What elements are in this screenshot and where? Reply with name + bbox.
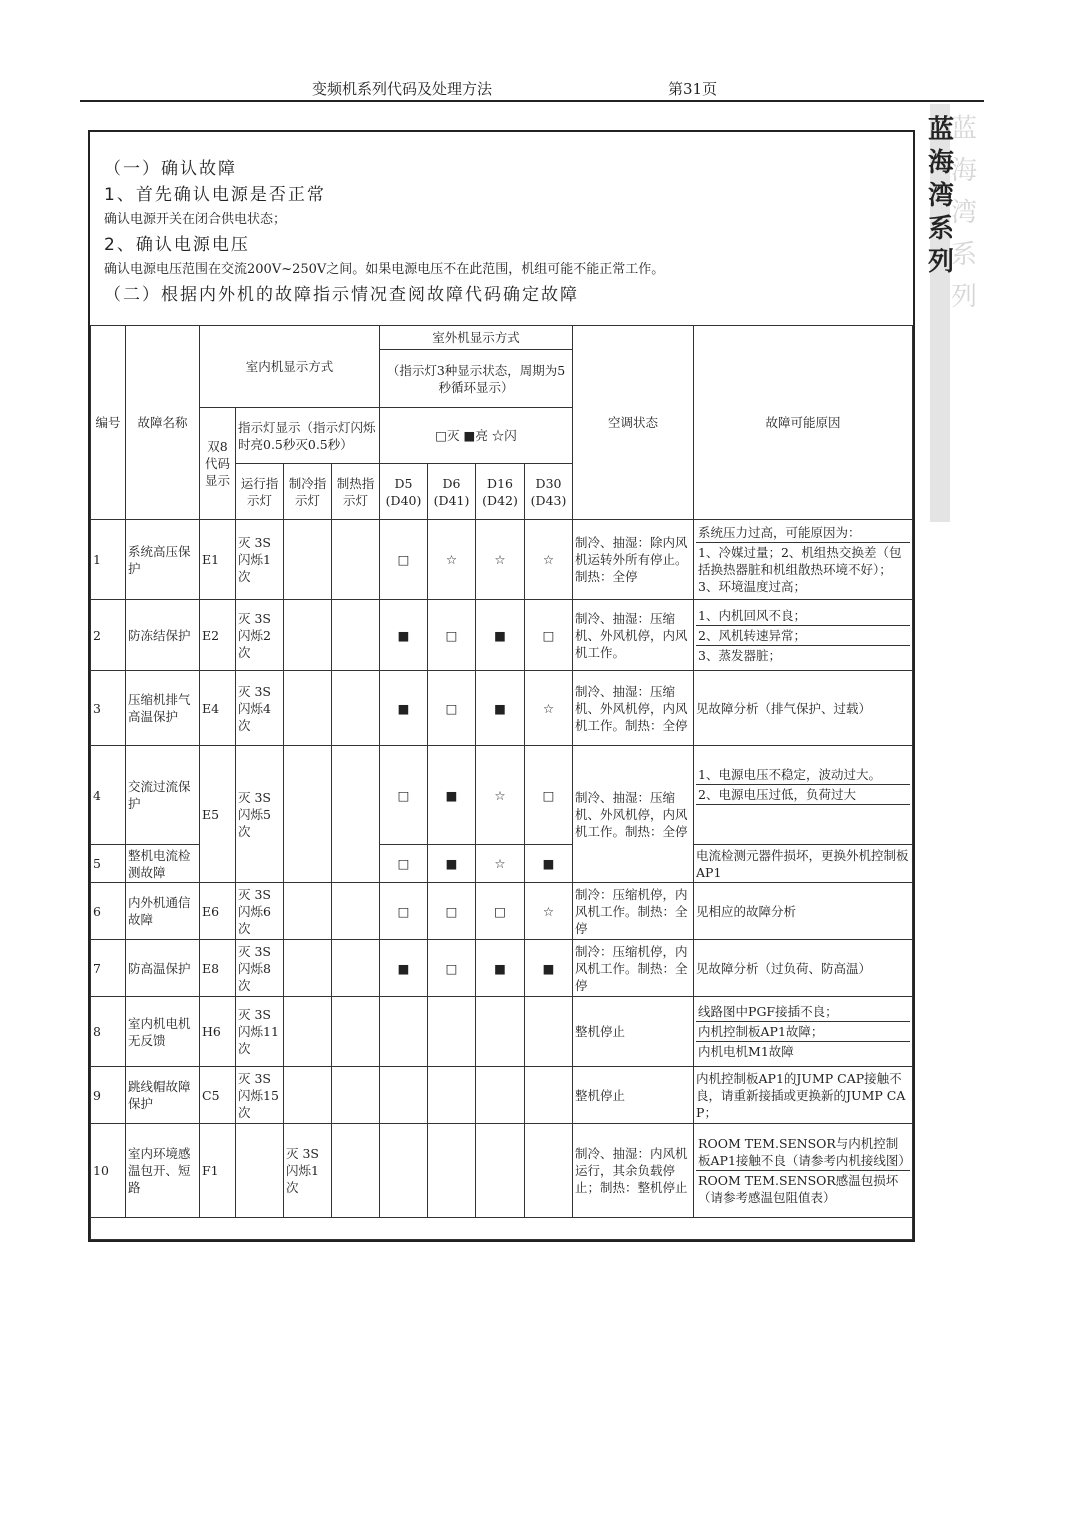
row-d30: ☆ xyxy=(525,520,573,600)
row-d6: □ xyxy=(428,883,476,940)
row-name: 防高温保护 xyxy=(126,940,200,997)
row-name: 内外机通信故障 xyxy=(126,883,200,940)
row-causes: ROOM TEM.SENSOR与内机控制板AP1接触不良（请参考内机接线图） ROOM TEM.SENSOR感温包损坏（请参考感温包阻值表） xyxy=(694,1124,913,1218)
row-d16 xyxy=(476,997,525,1067)
row-d6: ☆ xyxy=(428,520,476,600)
row-d30 xyxy=(525,997,573,1067)
row-no: 1 xyxy=(91,520,126,600)
row-no: 3 xyxy=(91,671,126,746)
row-heat-lamp xyxy=(332,997,380,1067)
row-status: 制冷、抽湿：内风机运行，其余负载停止；制热：整机停止 xyxy=(573,1124,694,1218)
row-d30: □ xyxy=(525,746,573,845)
row-d6 xyxy=(428,1124,476,1218)
row-d16: ☆ xyxy=(476,520,525,600)
row-causes: 系统压力过高，可能原因为： 1、冷媒过量；2、机组热交换差（包括换热器脏和机组散热环境不好）；3、环境温度过高； xyxy=(694,520,913,600)
row-code: E6 xyxy=(200,883,236,940)
table-row xyxy=(91,883,913,940)
row-run-lamp xyxy=(236,1124,284,1218)
row-cool-lamp xyxy=(284,746,332,883)
table-row xyxy=(91,940,913,997)
header-page-number: 第31页 xyxy=(668,80,718,98)
row-code: E1 xyxy=(200,520,236,600)
row-status: 制冷、抽湿：压缩机、外风机停，内风机工作。 xyxy=(573,600,694,671)
table-row xyxy=(91,520,913,600)
row-code: E2 xyxy=(200,600,236,671)
row-d6: ■ xyxy=(428,746,476,845)
row-no: 5 xyxy=(91,845,126,883)
row-status: 制冷：压缩机停，内风机工作。制热：全停 xyxy=(573,883,694,940)
row-run-lamp: 灭 3S 闪烁6次 xyxy=(236,883,284,940)
row-d16: ☆ xyxy=(476,845,525,883)
row-name: 系统高压保护 xyxy=(126,520,200,600)
subheading-power: 1、首先确认电源是否正常 xyxy=(104,185,326,205)
row-d16: ■ xyxy=(476,600,525,671)
row-d6: ■ xyxy=(428,845,476,883)
intro-section xyxy=(104,156,904,308)
row-code: E4 xyxy=(200,671,236,746)
header-d5: D5 (D40) xyxy=(380,464,428,520)
row-status: 制冷：压缩机停，内风机工作。制热：全停 xyxy=(573,940,694,997)
row-d16 xyxy=(476,1124,525,1218)
row-no: 10 xyxy=(91,1124,126,1218)
paragraph-voltage: 确认电源电压范围在交流200V~250V之间。如果电源电压不在此范围，机组可能不能正常工作。 xyxy=(104,262,665,277)
content-frame xyxy=(88,130,915,1242)
row-no: 9 xyxy=(91,1067,126,1124)
row-d6: □ xyxy=(428,671,476,746)
row-name: 压缩机排气高温保护 xyxy=(126,671,200,746)
header-cool-lamp: 制冷指示灯 xyxy=(284,464,332,520)
row-d5 xyxy=(380,1067,428,1124)
row-d5: ■ xyxy=(380,940,428,997)
row-d5 xyxy=(380,997,428,1067)
row-heat-lamp xyxy=(332,671,380,746)
row-causes: 1、电源电压不稳定，波动过大。 2、电源电压过低，负荷过大 xyxy=(694,746,913,845)
row-no: 4 xyxy=(91,746,126,845)
header-d16: D16 (D42) xyxy=(476,464,525,520)
row-d30 xyxy=(525,1067,573,1124)
row-run-lamp: 灭 3S 闪烁1次 xyxy=(236,520,284,600)
row-heat-lamp xyxy=(332,940,380,997)
row-no: 7 xyxy=(91,940,126,997)
row-d30: ☆ xyxy=(525,671,573,746)
row-causes: 见相应的故障分析 xyxy=(694,883,913,940)
row-status: 制冷、抽湿：压缩机、外风机停，内风机工作。制热：全停 xyxy=(573,746,694,883)
paragraph-power: 确认电源开关在闭合供电状态； xyxy=(104,212,287,227)
table-row-empty xyxy=(91,1218,913,1240)
row-causes: 线路图中PGF接插不良； 内机控制板AP1故障； 内机电机M1故障 xyxy=(694,997,913,1067)
row-no: 6 xyxy=(91,883,126,940)
header-indoor: 室内机显示方式 xyxy=(200,326,380,408)
header-cause: 故障可能原因 xyxy=(694,326,913,520)
row-no: 2 xyxy=(91,600,126,671)
row-cool-lamp: 灭 3S 闪烁1次 xyxy=(284,1124,332,1218)
row-d5: □ xyxy=(380,746,428,845)
table-row xyxy=(91,1067,913,1124)
header-outdoor: 室外机显示方式 xyxy=(380,326,573,350)
row-causes: 见故障分析（排气保护、过载） xyxy=(694,671,913,746)
brand-char: 列 xyxy=(927,247,954,277)
row-cool-lamp xyxy=(284,671,332,746)
row-name: 室内环境感温包开、短路 xyxy=(126,1124,200,1218)
row-code: E8 xyxy=(200,940,236,997)
row-d16: ■ xyxy=(476,940,525,997)
row-d30: ■ xyxy=(525,845,573,883)
header-run-lamp: 运行指示灯 xyxy=(236,464,284,520)
row-code: E5 xyxy=(200,746,236,883)
header-lamp: 指示灯显示（指示灯闪烁时亮0.5秒灭0.5秒） xyxy=(236,408,380,464)
row-heat-lamp xyxy=(332,520,380,600)
row-d6 xyxy=(428,997,476,1067)
row-code: C5 xyxy=(200,1067,236,1124)
row-code: F1 xyxy=(200,1124,236,1218)
row-causes: 见故障分析（过负荷、防高温） xyxy=(694,940,913,997)
row-d6: □ xyxy=(428,600,476,671)
row-d16: □ xyxy=(476,883,525,940)
row-name: 跳线帽故障保护 xyxy=(126,1067,200,1124)
row-causes: 内机控制板AP1的JUMP CAP接触不良，请重新接插或更换新的JUMP CAP； xyxy=(694,1067,913,1124)
row-heat-lamp xyxy=(332,1067,380,1124)
row-d16: ■ xyxy=(476,671,525,746)
table-row xyxy=(91,997,913,1067)
row-run-lamp: 灭 3S 闪烁11次 xyxy=(236,997,284,1067)
brand-char: 海 xyxy=(927,148,954,178)
row-d30: ☆ xyxy=(525,883,573,940)
row-status: 整机停止 xyxy=(573,1067,694,1124)
row-run-lamp: 灭 3S 闪烁4次 xyxy=(236,671,284,746)
brand-vertical-title xyxy=(924,114,958,279)
row-d30: ■ xyxy=(525,940,573,997)
subheading-voltage: 2、确认电源电压 xyxy=(104,235,250,255)
header-d6: D6 (D41) xyxy=(428,464,476,520)
row-status: 制冷、抽湿：除内风机运转外所有停止。制热：全停 xyxy=(573,520,694,600)
table-row xyxy=(91,671,913,746)
header-rule xyxy=(80,100,984,102)
row-cool-lamp xyxy=(284,883,332,940)
brand-char: 湾 xyxy=(927,181,954,211)
row-cool-lamp xyxy=(284,600,332,671)
row-no: 8 xyxy=(91,997,126,1067)
row-run-lamp: 灭 3S 闪烁2次 xyxy=(236,600,284,671)
brand-watermark: 蓝 海 湾 系 列 xyxy=(950,114,977,312)
row-name: 室内机电机无反馈 xyxy=(126,997,200,1067)
header-title: 变频机系列代码及处理方法 xyxy=(312,80,493,98)
row-heat-lamp xyxy=(332,1124,380,1218)
row-cool-lamp xyxy=(284,997,332,1067)
header-d30: D30 (D43) xyxy=(525,464,573,520)
row-d30: □ xyxy=(525,600,573,671)
brand-char: 系 xyxy=(927,214,954,244)
header-legend: □灭 ■亮 ☆闪 xyxy=(380,408,573,464)
row-d5: ■ xyxy=(380,600,428,671)
header-status: 空调状态 xyxy=(573,326,694,520)
table-row xyxy=(91,1124,913,1218)
row-d6 xyxy=(428,1067,476,1124)
header-heat-lamp: 制热指示灯 xyxy=(332,464,380,520)
row-status: 整机停止 xyxy=(573,997,694,1067)
row-d5: □ xyxy=(380,883,428,940)
row-code: H6 xyxy=(200,997,236,1067)
row-name: 整机电流检测故障 xyxy=(126,845,200,883)
row-status: 制冷、抽湿：压缩机、外风机停，内风机工作。制热：全停 xyxy=(573,671,694,746)
fault-code-table xyxy=(90,325,913,1240)
header-no: 编号 xyxy=(91,326,126,520)
row-causes: 1、内机回风不良； 2、风机转速异常； 3、蒸发器脏； xyxy=(694,600,913,671)
header-name: 故障名称 xyxy=(126,326,200,520)
row-cool-lamp xyxy=(284,1067,332,1124)
header-outdoor-note: （指示灯3种显示状态，周期为5秒循环显示） xyxy=(380,350,573,408)
row-name: 交流过流保护 xyxy=(126,746,200,845)
row-heat-lamp xyxy=(332,746,380,883)
row-run-lamp: 灭 3S 闪烁5次 xyxy=(236,746,284,883)
row-cool-lamp xyxy=(284,940,332,997)
section-heading-1: （一）确认故障 xyxy=(104,159,237,179)
row-run-lamp: 灭 3S 闪烁15次 xyxy=(236,1067,284,1124)
row-name: 防冻结保护 xyxy=(126,600,200,671)
row-heat-lamp xyxy=(332,600,380,671)
row-d6: □ xyxy=(428,940,476,997)
table-row xyxy=(91,600,913,671)
section-heading-2: （二）根据内外机的故障指示情况查阅故障代码确定故障 xyxy=(104,285,579,305)
row-d5: □ xyxy=(380,520,428,600)
row-run-lamp: 灭 3S 闪烁8次 xyxy=(236,940,284,997)
row-d5: □ xyxy=(380,845,428,883)
row-d16 xyxy=(476,1067,525,1124)
row-d5: ■ xyxy=(380,671,428,746)
brand-char: 蓝 xyxy=(927,115,954,145)
row-d30 xyxy=(525,1124,573,1218)
row-d5 xyxy=(380,1124,428,1218)
row-cool-lamp xyxy=(284,520,332,600)
header-dual8: 双8代码显示 xyxy=(200,408,236,520)
row-d16: ☆ xyxy=(476,746,525,845)
row-causes: 电流检测元器件损坏，更换外机控制板AP1 xyxy=(694,845,913,883)
row-heat-lamp xyxy=(332,883,380,940)
table-row xyxy=(91,746,913,845)
